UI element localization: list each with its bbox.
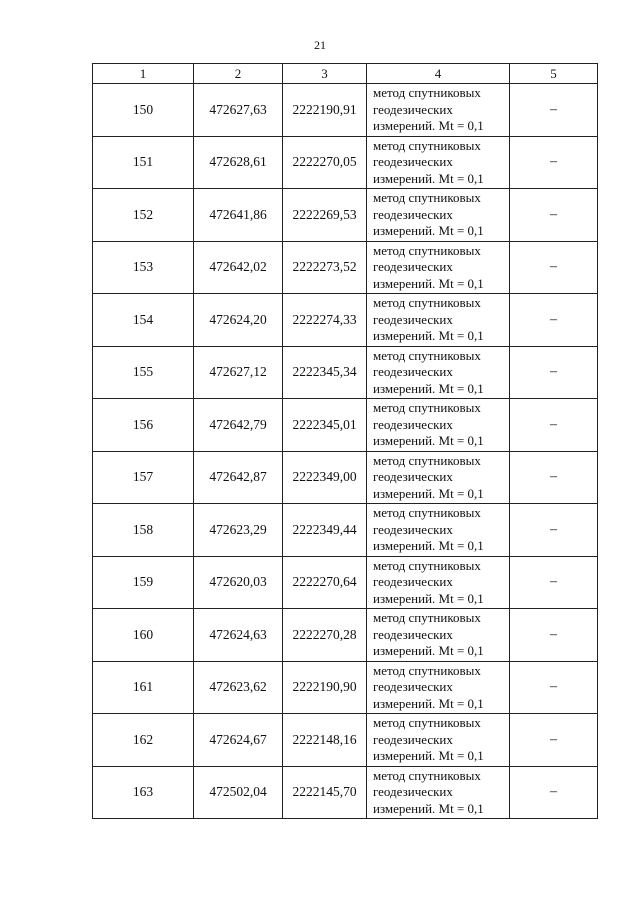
x-coordinate-cell: 472624,67 — [194, 714, 283, 767]
col5-cell: – — [510, 84, 598, 137]
x-coordinate-cell: 472502,04 — [194, 766, 283, 819]
method-line: метод спутниковых — [373, 347, 481, 363]
method-line: измерений. Mt = 0,1 — [373, 170, 484, 186]
method-cell — [367, 136, 510, 189]
col5-cell: – — [510, 714, 598, 767]
y-coordinate-cell: 2222270,28 — [283, 609, 367, 662]
method-cell — [367, 661, 510, 714]
y-coordinate-cell: 2222345,01 — [283, 399, 367, 452]
method-cell — [367, 189, 510, 242]
method-cell — [367, 714, 510, 767]
method-line: измерений. Mt = 0,1 — [373, 118, 484, 133]
col5-cell: – — [510, 451, 598, 504]
x-coordinate-cell: 472642,79 — [194, 399, 283, 452]
point-number-cell: 157 — [93, 451, 194, 504]
method-cell — [367, 346, 510, 399]
table-row — [93, 294, 598, 347]
point-number-cell: 162 — [93, 714, 194, 767]
method-line: геодезических — [373, 784, 453, 799]
table-row — [93, 136, 598, 189]
coordinates-table — [92, 63, 598, 819]
point-number-cell: 155 — [93, 346, 194, 399]
y-coordinate-cell: 2222345,34 — [283, 346, 367, 399]
method-line: измерений. Mt = 0,1 — [373, 748, 484, 763]
y-coordinate-cell: 2222145,70 — [283, 766, 367, 819]
table-row — [93, 661, 598, 714]
table-row — [93, 346, 598, 399]
x-coordinate-cell: 472627,63 — [194, 84, 283, 137]
point-number-cell: 161 — [93, 661, 194, 714]
point-number-cell: 160 — [93, 609, 194, 662]
point-number-cell: 151 — [93, 136, 194, 189]
point-number-cell: 152 — [93, 189, 194, 242]
col5-cell: – — [510, 609, 598, 662]
method-line: геодезических — [373, 574, 453, 589]
method-line: геодезических — [373, 101, 453, 117]
col5-cell: – — [510, 504, 598, 557]
method-line: геодезических — [373, 416, 453, 432]
method-line: измерений. Mt = 0,1 — [373, 275, 484, 291]
method-line: метод спутниковых — [373, 295, 481, 310]
method-line: метод спутниковых — [373, 190, 481, 205]
method-cell — [367, 451, 510, 504]
method-line: измерений. Mt = 0,1 — [373, 800, 484, 816]
method-cell — [367, 294, 510, 347]
method-cell — [367, 609, 510, 662]
x-coordinate-cell: 472628,61 — [194, 136, 283, 189]
x-coordinate-cell: 472623,29 — [194, 504, 283, 557]
method-line: геодезических — [373, 731, 453, 747]
point-number-cell: 158 — [93, 504, 194, 557]
point-number-cell: 156 — [93, 399, 194, 452]
method-line: измерений. Mt = 0,1 — [373, 485, 484, 501]
header-col-3: 3 — [283, 64, 367, 84]
method-cell — [367, 504, 510, 557]
y-coordinate-cell: 2222190,91 — [283, 84, 367, 137]
method-line: измерений. Mt = 0,1 — [373, 590, 484, 606]
y-coordinate-cell: 2222190,90 — [283, 661, 367, 714]
method-line: метод спутниковых — [373, 400, 481, 415]
y-coordinate-cell: 2222274,33 — [283, 294, 367, 347]
y-coordinate-cell: 2222270,64 — [283, 556, 367, 609]
table-row — [93, 609, 598, 662]
point-number-cell: 153 — [93, 241, 194, 294]
method-line: метод спутниковых — [373, 557, 481, 573]
col5-cell: – — [510, 346, 598, 399]
table-row — [93, 189, 598, 242]
table-header-row — [93, 64, 598, 84]
header-col-4: 4 — [367, 64, 510, 84]
point-number-cell: 150 — [93, 84, 194, 137]
col5-cell: – — [510, 136, 598, 189]
x-coordinate-cell: 472627,12 — [194, 346, 283, 399]
method-line: геодезических — [373, 679, 453, 694]
x-coordinate-cell: 472624,63 — [194, 609, 283, 662]
y-coordinate-cell: 2222273,52 — [283, 241, 367, 294]
page-number: 21 — [314, 38, 326, 52]
table-row — [93, 84, 598, 137]
table-row — [93, 451, 598, 504]
header-col-1: 1 — [93, 64, 194, 84]
point-number-cell: 154 — [93, 294, 194, 347]
method-line: геодезических — [373, 521, 453, 537]
header-col-5: 5 — [510, 64, 598, 84]
x-coordinate-cell: 472624,20 — [194, 294, 283, 347]
table-row — [93, 556, 598, 609]
y-coordinate-cell: 2222349,44 — [283, 504, 367, 557]
method-line: метод спутниковых — [373, 715, 481, 730]
method-line: метод спутниковых — [373, 85, 481, 100]
method-line: метод спутниковых — [373, 662, 481, 678]
method-line: измерений. Mt = 0,1 — [373, 538, 484, 553]
method-line: геодезических — [373, 364, 453, 379]
x-coordinate-cell: 472623,62 — [194, 661, 283, 714]
method-cell — [367, 84, 510, 137]
table-body — [93, 84, 598, 819]
method-line: метод спутниковых — [373, 610, 481, 625]
x-coordinate-cell: 472620,03 — [194, 556, 283, 609]
method-cell — [367, 399, 510, 452]
method-line: метод спутниковых — [373, 452, 481, 468]
point-number-cell: 159 — [93, 556, 194, 609]
header-col-2: 2 — [194, 64, 283, 84]
method-cell — [367, 556, 510, 609]
col5-cell: – — [510, 399, 598, 452]
col5-cell: – — [510, 241, 598, 294]
method-line: метод спутниковых — [373, 505, 481, 520]
x-coordinate-cell: 472642,02 — [194, 241, 283, 294]
y-coordinate-cell: 2222269,53 — [283, 189, 367, 242]
method-line: измерений. Mt = 0,1 — [373, 695, 484, 711]
col5-cell: – — [510, 294, 598, 347]
y-coordinate-cell: 2222148,16 — [283, 714, 367, 767]
method-line: геодезических — [373, 469, 453, 484]
method-line: метод спутниковых — [373, 242, 481, 258]
table-row — [93, 766, 598, 819]
col5-cell: – — [510, 661, 598, 714]
method-line: геодезических — [373, 626, 453, 642]
y-coordinate-cell: 2222270,05 — [283, 136, 367, 189]
method-line: геодезических — [373, 154, 453, 169]
table-row — [93, 399, 598, 452]
method-line: измерений. Mt = 0,1 — [373, 380, 484, 396]
point-number-cell: 163 — [93, 766, 194, 819]
method-line: измерений. Mt = 0,1 — [373, 643, 484, 658]
method-line: геодезических — [373, 206, 453, 222]
x-coordinate-cell: 472641,86 — [194, 189, 283, 242]
method-line: геодезических — [373, 311, 453, 327]
col5-cell: – — [510, 766, 598, 819]
method-line: метод спутниковых — [373, 137, 481, 153]
method-line: измерений. Mt = 0,1 — [373, 223, 484, 238]
x-coordinate-cell: 472642,87 — [194, 451, 283, 504]
method-cell — [367, 766, 510, 819]
method-line: метод спутниковых — [373, 767, 481, 783]
method-line: измерений. Mt = 0,1 — [373, 433, 484, 448]
col5-cell: – — [510, 556, 598, 609]
col5-cell: – — [510, 189, 598, 242]
method-line: геодезических — [373, 259, 453, 274]
method-line: измерений. Mt = 0,1 — [373, 328, 484, 343]
method-cell — [367, 241, 510, 294]
table-row — [93, 241, 598, 294]
y-coordinate-cell: 2222349,00 — [283, 451, 367, 504]
table-row — [93, 714, 598, 767]
table-row — [93, 504, 598, 557]
